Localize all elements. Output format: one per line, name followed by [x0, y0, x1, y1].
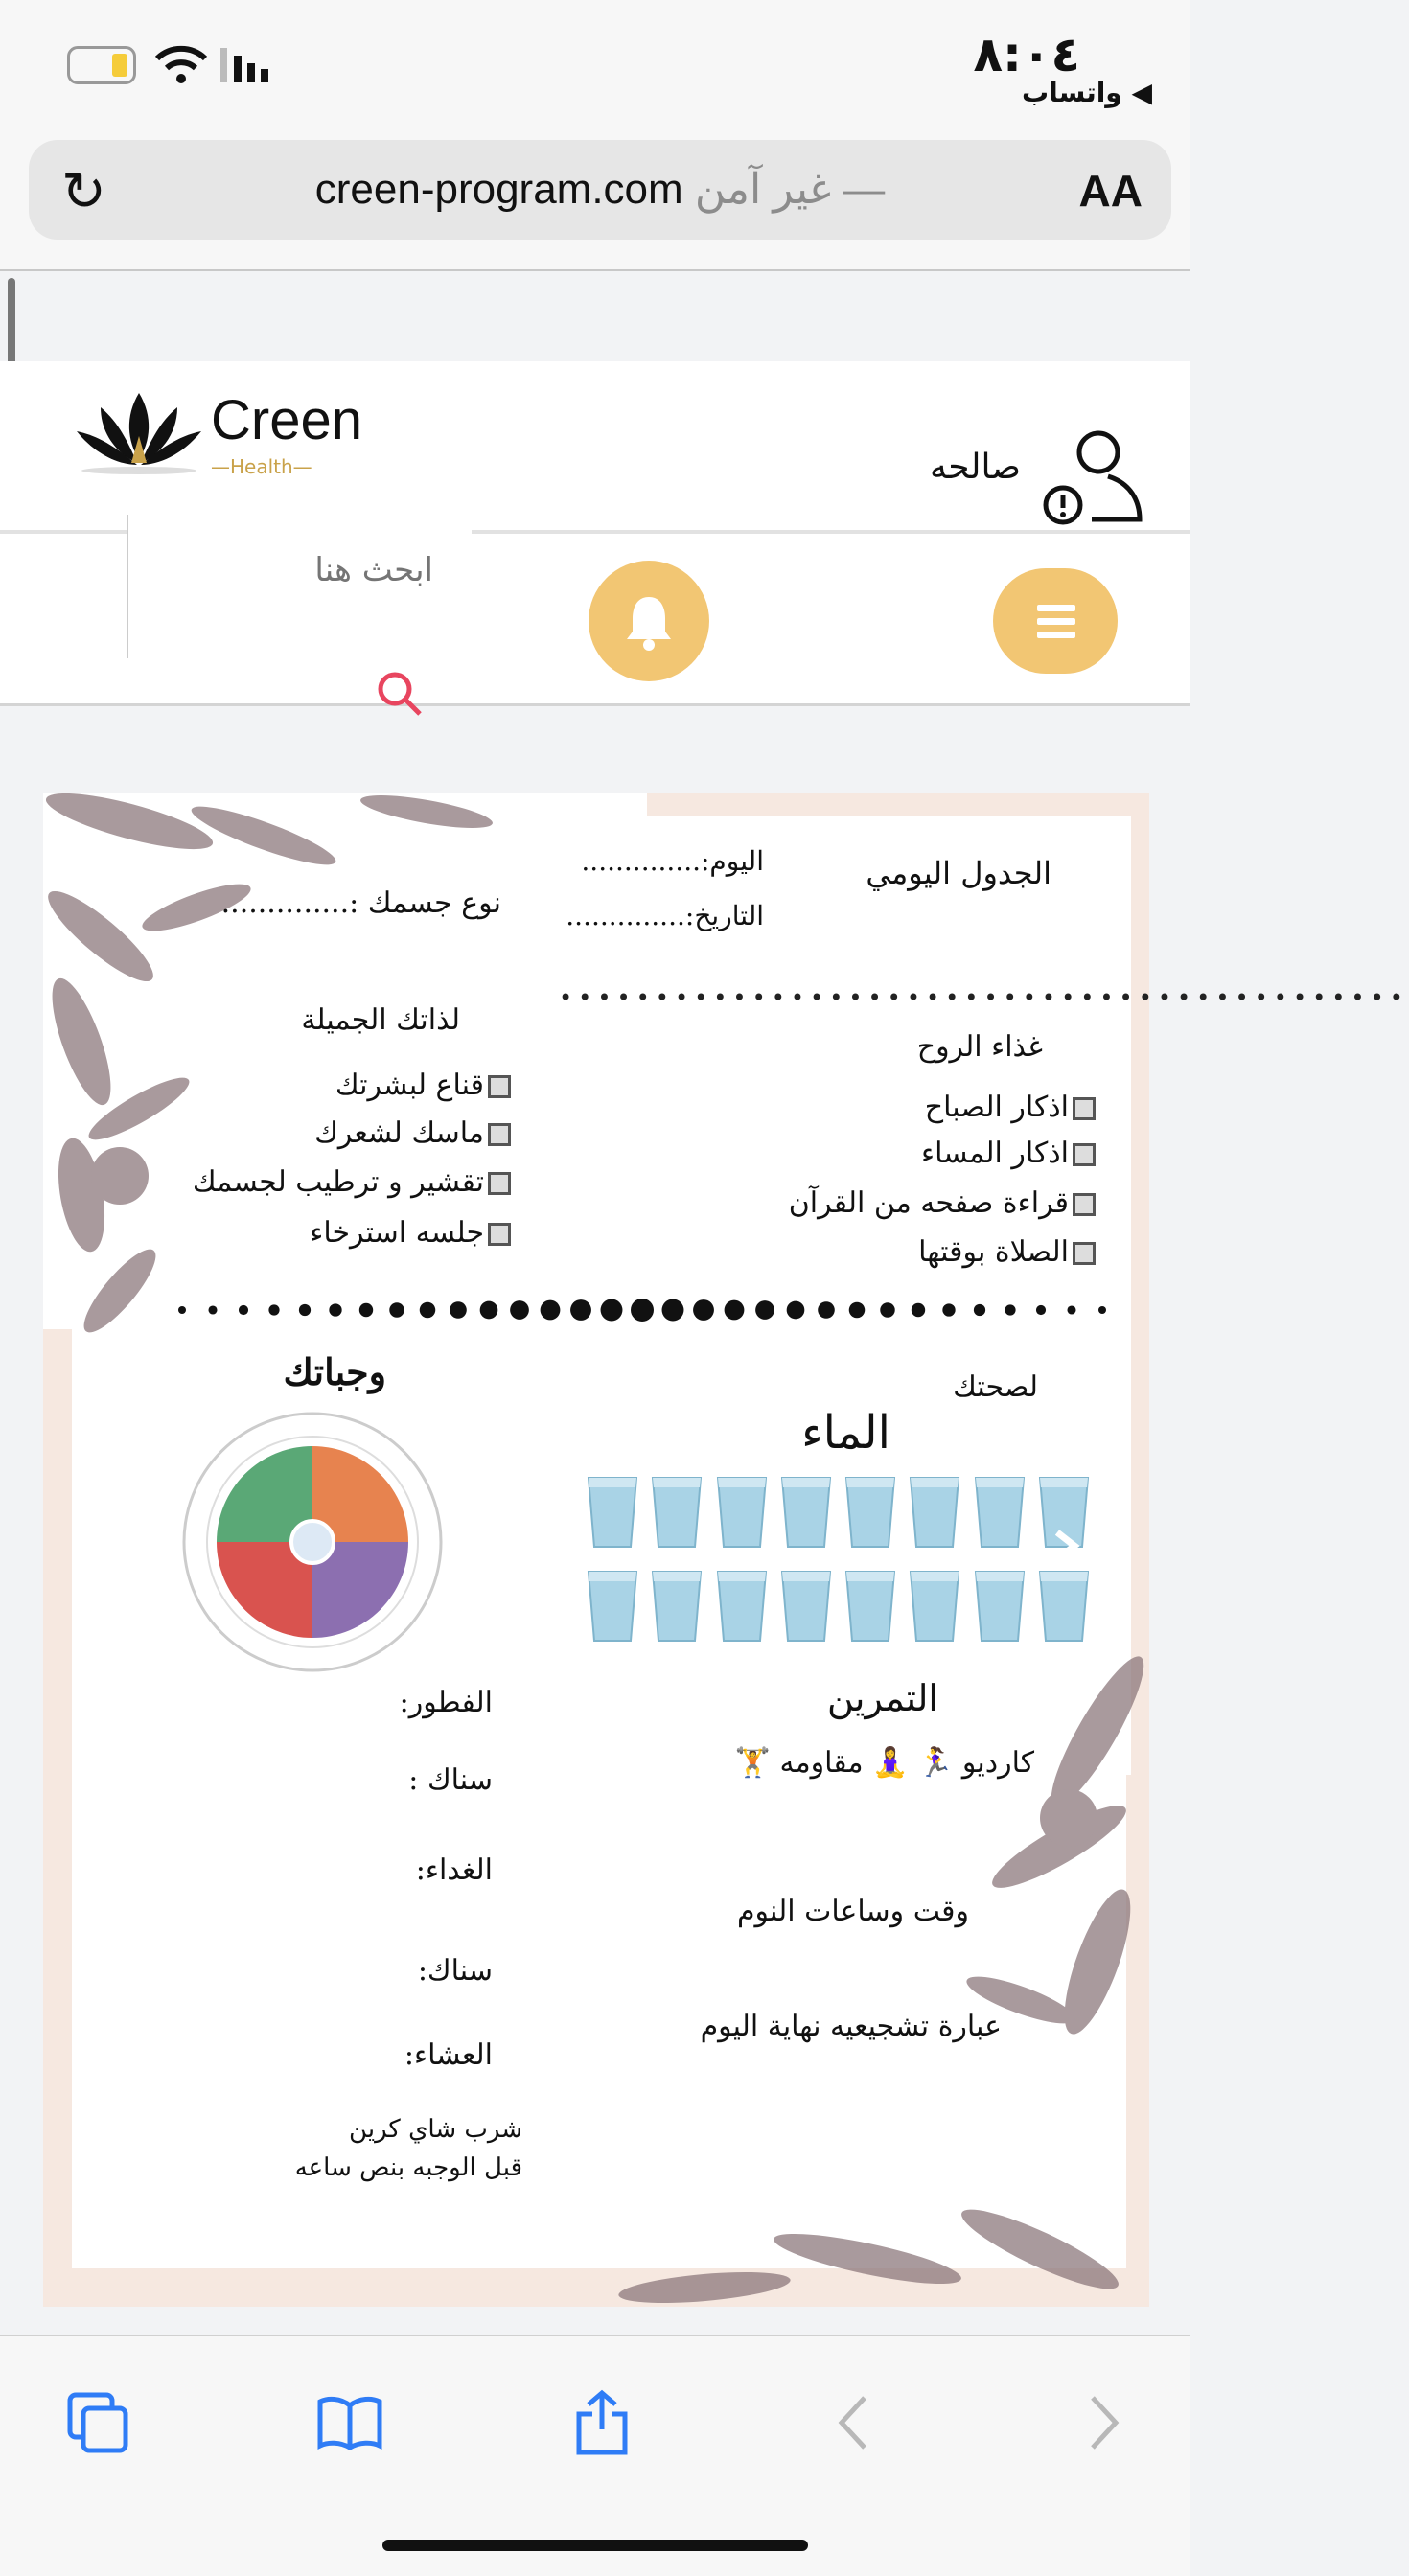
divider-dot	[974, 1304, 985, 1316]
self-care-item[interactable]: ماسك لشعرك	[314, 1116, 511, 1150]
divider-dot	[1036, 1305, 1046, 1315]
water-glass-icon[interactable]	[715, 1568, 769, 1644]
water-glass-icon[interactable]	[650, 1474, 704, 1551]
divider-dot	[450, 1301, 467, 1319]
url-text: creen-program.com	[314, 166, 683, 213]
divider-dot	[1098, 1306, 1106, 1314]
divider-dot	[541, 1300, 561, 1321]
self-care-title: لذاتك الجميلة	[301, 1003, 460, 1037]
divider-dot	[725, 1300, 745, 1321]
scrollbar[interactable]	[8, 278, 15, 369]
divider-dot	[755, 1300, 774, 1320]
tea-note: قبل الوجبه بنص ساعه	[294, 2153, 522, 2182]
wifi-icon	[153, 43, 209, 85]
food-plate-icon	[181, 1411, 444, 1673]
date-field: التاريخ:..............	[566, 900, 764, 932]
checkbox[interactable]	[1073, 1193, 1096, 1216]
search-icon[interactable]	[376, 670, 426, 720]
menu-button[interactable]	[993, 568, 1118, 674]
soul-food-title: غذاء الروح	[916, 1030, 1043, 1064]
water-glass-icon[interactable]	[650, 1568, 704, 1644]
divider-dot	[849, 1302, 866, 1319]
user-name[interactable]: صالحه	[929, 448, 1021, 487]
search-input[interactable]	[146, 551, 433, 589]
search-box	[127, 515, 472, 658]
tea-note: شرب شاي كرين	[349, 2115, 522, 2144]
exercise-types: كارديو 🏃‍♀️ 🧘‍♀️ مقاومه 🏋️	[734, 1746, 1034, 1780]
notifications-button[interactable]	[589, 561, 709, 681]
water-glass-icon[interactable]	[779, 1474, 833, 1551]
tabs-button[interactable]	[59, 2384, 136, 2461]
divider-dot	[299, 1304, 311, 1316]
divider-dot	[787, 1301, 805, 1320]
body-type-field: نوع جسمك :..............	[220, 886, 501, 920]
divider-dot	[359, 1303, 373, 1317]
meal-label: سناك :	[408, 1763, 493, 1797]
back-to-app-link[interactable]: ◀ واتساب	[1022, 77, 1152, 108]
chevron-right-icon[interactable]	[1051, 1529, 1080, 1563]
divider-dot	[329, 1303, 341, 1316]
soul-item[interactable]: الصلاة بوقتها	[918, 1235, 1096, 1269]
chevron-left-icon	[834, 2394, 872, 2451]
divider-dot	[1005, 1304, 1015, 1315]
divider-dot	[912, 1303, 925, 1317]
checkbox[interactable]	[488, 1223, 511, 1246]
meal-label: سناك:	[417, 1954, 493, 1988]
battery-icon	[67, 46, 136, 84]
checkbox[interactable]	[488, 1075, 511, 1098]
water-glass-icon[interactable]	[908, 1568, 961, 1644]
divider-dot	[268, 1304, 279, 1315]
logo-subtitle: —Health—	[211, 455, 312, 478]
divider-dot	[510, 1300, 529, 1320]
checkbox[interactable]	[488, 1172, 511, 1195]
checkbox[interactable]	[488, 1123, 511, 1146]
divider-dot	[880, 1302, 894, 1317]
big-dot-divider	[173, 1296, 1112, 1324]
checkbox[interactable]	[1073, 1097, 1096, 1120]
logo[interactable]	[72, 388, 362, 478]
divider-dot	[420, 1302, 436, 1319]
water-glass-icon[interactable]	[973, 1568, 1027, 1644]
status-bar	[0, 0, 1190, 271]
sheet-title: الجدول اليومي	[866, 855, 1051, 891]
self-care-item[interactable]: قناع لبشرتك	[335, 1069, 511, 1102]
back-button[interactable]	[815, 2384, 891, 2461]
water-glasses	[580, 1468, 1097, 1650]
user-alert-icon[interactable]	[1039, 424, 1144, 529]
security-label: غير آمن —	[694, 166, 886, 213]
address-bar[interactable]	[29, 140, 1171, 240]
water-glass-icon[interactable]	[586, 1568, 639, 1644]
divider-dot	[389, 1302, 404, 1317]
home-indicator[interactable]	[382, 2540, 808, 2551]
divider-dot	[662, 1300, 684, 1322]
water-glass-icon[interactable]	[973, 1474, 1027, 1551]
bookmarks-button[interactable]	[312, 2384, 388, 2461]
site-header	[0, 361, 1190, 534]
divider-dot	[178, 1306, 186, 1314]
daily-schedule-image	[43, 793, 1409, 2307]
book-icon	[316, 2394, 383, 2451]
motivation-label: عبارة تشجيعيه نهاية اليوم	[700, 2010, 1002, 2043]
water-glass-icon[interactable]	[843, 1568, 897, 1644]
signal-icon	[219, 48, 278, 82]
divider-dot	[570, 1300, 591, 1321]
divider-dot	[693, 1300, 714, 1321]
clock: ٨:٠٤	[973, 27, 1080, 82]
meal-label: الفطور:	[399, 1686, 493, 1719]
divider-dot	[480, 1301, 498, 1320]
water-glass-icon[interactable]	[843, 1474, 897, 1551]
divider-dot	[601, 1300, 623, 1322]
sleep-label: وقت وساعات النوم	[736, 1895, 969, 1928]
tabs-icon	[64, 2389, 131, 2456]
forward-button[interactable]	[1066, 2384, 1143, 2461]
health-label: لصحتك	[953, 1370, 1038, 1404]
nav-bar	[0, 534, 1190, 706]
divider-dot	[818, 1301, 835, 1319]
reload-icon[interactable]: ↻	[61, 161, 106, 223]
day-field: اليوم:..............	[581, 845, 764, 877]
water-glass-icon[interactable]	[779, 1568, 833, 1644]
lotus-icon	[72, 388, 206, 474]
text-size-button[interactable]: AA	[1078, 166, 1143, 216]
water-glass-icon[interactable]	[715, 1474, 769, 1551]
exercise-title: التمرين	[826, 1677, 938, 1719]
soul-item[interactable]: اذكار المساء	[921, 1137, 1096, 1170]
chevron-right-icon	[1085, 2394, 1123, 2451]
meal-label: العشاء:	[404, 2038, 493, 2072]
water-title: الماء	[801, 1406, 890, 1460]
divider-dot	[208, 1305, 217, 1314]
water-glass-icon[interactable]	[1037, 1568, 1091, 1644]
water-glass-icon[interactable]	[586, 1474, 639, 1551]
checkbox[interactable]	[1073, 1242, 1096, 1265]
logo-name: Creen	[211, 389, 362, 451]
self-care-item[interactable]: تقشير و ترطيب لجسمك	[193, 1165, 511, 1199]
divider-dots: ••••••••••••••••••••••••••••••••••••••••••••	[559, 984, 1409, 1011]
divider-dot	[239, 1305, 248, 1315]
share-icon	[573, 2389, 631, 2456]
checkbox[interactable]	[1073, 1143, 1096, 1166]
divider-dot	[1067, 1305, 1075, 1314]
self-care-item[interactable]: جلسه استرخاء	[310, 1216, 511, 1250]
water-glass-icon[interactable]	[908, 1474, 961, 1551]
bell-icon	[589, 561, 709, 681]
share-button[interactable]	[564, 2384, 640, 2461]
soul-item[interactable]: اذكار الصباح	[925, 1091, 1096, 1124]
meal-label: الغداء:	[415, 1853, 493, 1887]
meals-title: وجباتك	[283, 1350, 386, 1393]
divider-dot	[942, 1303, 955, 1316]
soul-item[interactable]: قراءة صفحه من القرآن	[789, 1186, 1096, 1220]
divider-dot	[631, 1299, 654, 1322]
